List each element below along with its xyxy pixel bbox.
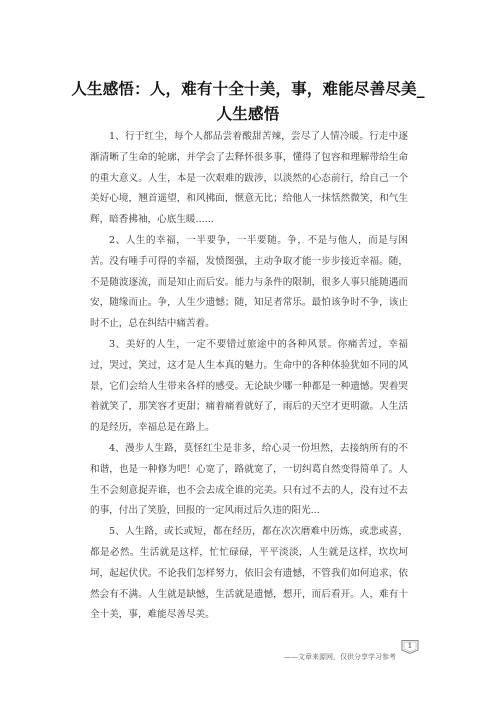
document-title (70, 76, 426, 126)
title-line-1: 人生感悟：人，难有十全十美，事，难能尽善尽美_ (71, 79, 425, 98)
paragraph-3: 3、美好的人生，一定不要错过旅途中的各种风景。你痛苦过，幸福过，哭过，笑过，这才是人生本真的魅力。生命中的各种体验犹如不同的风景，它们会给人生带来各样的感受。无论缺少哪一种都是一种遗憾。哭着哭着就笑了，那笑容才更甜；痛着痛着就好了，雨后的天空才更明澈。人生活的是经历，幸福总是在路上。 (90, 338, 408, 434)
paragraph-1: 1、行于红尘，每个人都品尝着酸甜苦辣，尝尽了人情冷暖。行走中逐渐清晰了生命的轮廓，并学会了去释怀很多事，懂得了包容和理解带给生命的重大意义。人生，本是一次艰难的跋涉，以淡然的心态前行，给自己一个美好心境，翘首遥望，和风拂面，惬意无比；给他人一抹恬然微笑，和气生辉，暗香拂袖，心底生暖...... (90, 131, 408, 226)
paragraph-4: 4、漫步人生路，莫怪红尘是非多，给心灵一份坦然，去接纳所有的不和谐，也是一种修为吧！心宽了，路就宽了，一切纠葛自然变得简单了。人生不会刻意捉弄谁，也不会去成全谁的完美。只有过不去的人，没有过不去的事，付出了笑脸，回报的一定风雨过后久违的阳光... (90, 442, 408, 517)
paragraph-5: 5、人生路，或长或短，都在经历，都在次次磨难中历炼，或悲或喜，都是必然。生活就是这样，忙忙碌碌，平平淡淡，人生就是这样，坎坎坷坷，起起伏伏。不论我们怎样努力，依旧会有遗憾，不管我们如何追求，依然会有不满。人生就是缺憾，生活就是遗憾，想开，而后看开。人，难有十全十美，事，难能尽善尽美。 (90, 526, 408, 621)
title-line-2: 人生感悟 (216, 104, 280, 123)
page-number: 1 (407, 642, 413, 650)
document-body (90, 127, 408, 626)
paragraph-2: 2、人生的幸福，一半要争，一半要随。争，不是与他人，而是与困苦。没有唾手可得的幸福，发愤图强，主动争取才能一步步接近幸福。随，不是随波逐流，而是知止而后安。能力与条件的限制，很多人事只能随遇而安，随缘而止。争，人生少遗憾；随，知足者常乐。最怕该争时不争，该止时不止，总在纠结中痛苦着。 (90, 234, 408, 330)
footer-note: ——文章来源网，仅供分享学习参考 (284, 653, 396, 661)
